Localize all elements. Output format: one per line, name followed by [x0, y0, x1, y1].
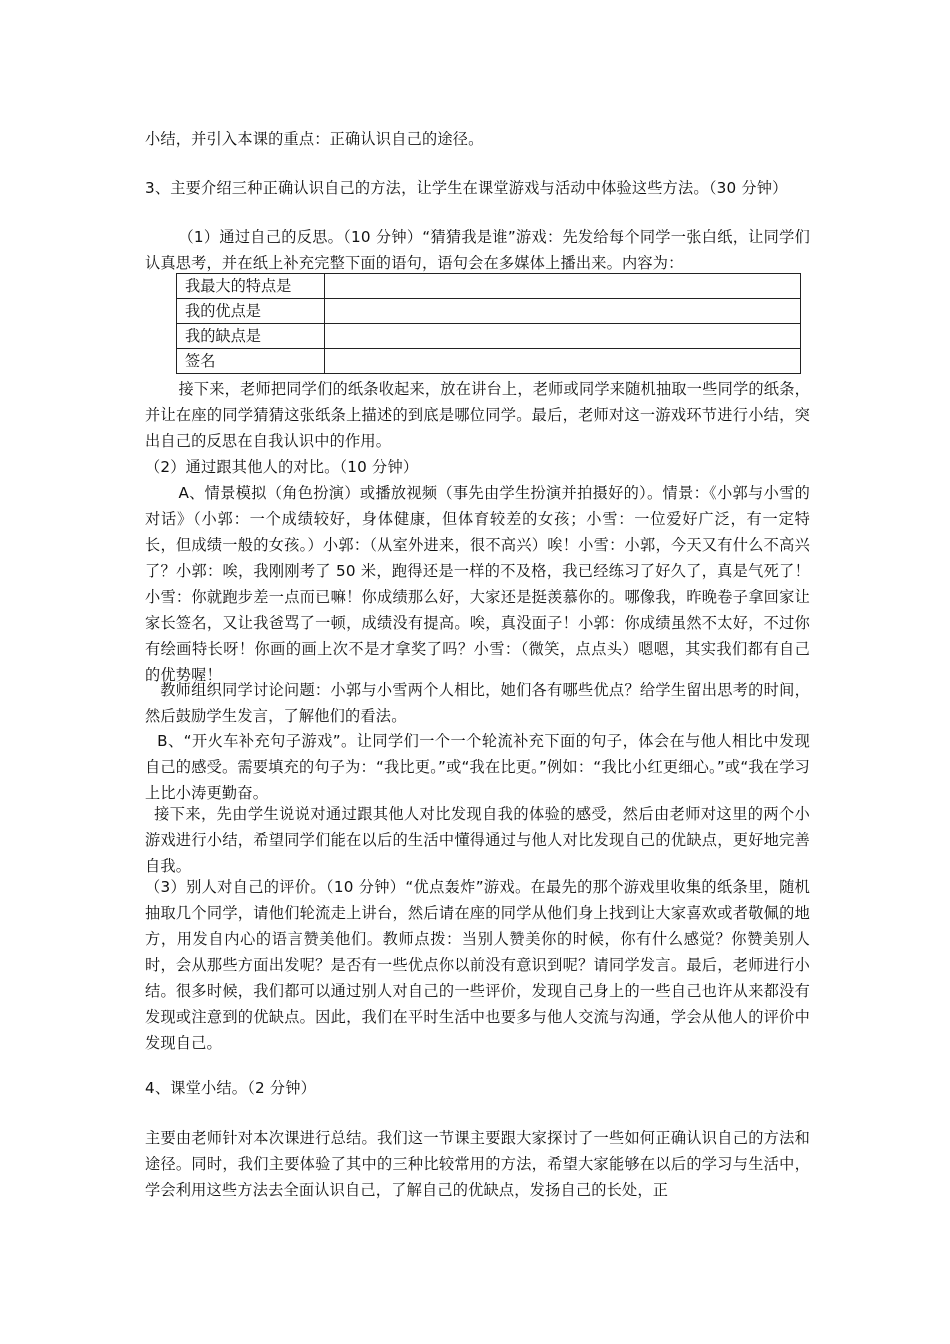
table-cell-blank	[325, 299, 801, 324]
table-cell-blank	[325, 349, 801, 374]
paragraph-reflection: （1）通过自己的反思。（10 分钟）“猜猜我是谁”游戏：先发给每个同学一张白纸，让同学们认真思考，并在纸上补充完整下面的语句，语句会在多媒体上播出来。内容为：	[145, 228, 810, 272]
table-cell-label: 我最大的特点是	[177, 274, 325, 299]
paragraph-train-game: B、“开火车补充句子游戏”。让同学们一个一个轮流补充下面的句子，体会在与他人相比中发现自己的感受。需要填充的句子为：“我比更。”或“我在比更。”例如：“我比小红更细心。”或“我在学习上比小涛更勤奋。	[145, 732, 810, 802]
paragraph-role-play: A、情景模拟（角色扮演）或播放视频（事先由学生扮演并拍摄好的）。情景：《小郭与小雪的对话》（小郭：一个成绩较好，身体健康，但体育较差的女孩；小雪：一位爱好广泛，有一定特长，但成绩一般的女孩。）小郭：（从室外进来，很不高兴）唉！小雪：小郭，今天又有什么不高兴了？小郭：唉，我刚刚考了 50 米，跑得还是一样的不及格，我已经练习了好久了，真是气死了！小雪：你就跑步差一点而已嘛！你成绩那么好，大家还是挺羡慕你的。哪像我，昨晚卷子拿回家让家长签名，又让我爸骂了一顿，成绩没有提高。唉，真没面子！小郭：你成绩虽然不太好，不过你有绘画特长呀！你画的画上次不是才拿奖了吗？小雪：（微笑，点点头）嗯嗯，其实我们都有自己的优势喔！	[145, 484, 810, 684]
table-cell-label: 我的优点是	[177, 299, 325, 324]
paragraph-comparison-summary: 接下来，先由学生说说对通过跟其他人对比发现自我的体验的感受，然后由老师对这里的两个小游戏进行小结，希望同学们能在以后的生活中懂得通过与他人对比发现自己的优缺点，更好地完善自我。	[145, 805, 810, 875]
paragraph-collect-notes: 接下来，老师把同学们的纸条收起来，放在讲台上，老师或同学来随机抽取一些同学的纸条，并让在座的同学猜猜这张纸条上描述的到底是哪位同学。最后，老师对这一游戏环节进行小结，突出自己的反思在自我认识中的作用。	[145, 380, 810, 450]
table-row	[177, 349, 801, 374]
fill-in-table	[176, 273, 801, 374]
table-cell-blank	[325, 274, 801, 299]
table-row	[177, 324, 801, 349]
table-row	[177, 299, 801, 324]
table-cell-blank	[325, 324, 801, 349]
paragraph-discussion: 教师组织同学讨论问题：小郭与小雪两个人相比，她们各有哪些优点？给学生留出思考的时间，然后鼓励学生发言，了解他们的看法。	[145, 681, 810, 725]
table-cell-label: 签名	[177, 349, 325, 374]
paragraph-summary-intro: 小结，并引入本课的重点：正确认识自己的途径。	[145, 130, 484, 148]
paragraph-section-4: 4、课堂小结。（2 分钟）	[145, 1079, 317, 1097]
paragraph-comparison-heading: （2）通过跟其他人的对比。（10 分钟）	[145, 458, 419, 476]
paragraph-class-summary: 主要由老师针对本次课进行总结。我们这一节课主要跟大家探讨了一些如何正确认识自己的方法和途径。同时，我们主要体验了其中的三种比较常用的方法，希望大家能够在以后的学习与生活中，学会利用这些方法去全面认识自己，了解自己的优缺点，发扬自己的长处，正	[145, 1129, 810, 1199]
paragraph-section-3: 3、主要介绍三种正确认识自己的方法，让学生在课堂游戏与活动中体验这些方法。（30 分钟）	[145, 179, 788, 197]
paragraph-others-evaluation: （3）别人对自己的评价。（10 分钟）“优点轰炸”游戏。在最先的那个游戏里收集的纸条里，随机抽取几个同学，请他们轮流走上讲台，然后请在座的同学从他们身上找到让大家喜欢或者敬佩的地方，用发自内心的语言赞美他们。教师点拨：当别人赞美你的时候，你有什么感觉？你赞美别人时，会从那些方面出发呢？是否有一些优点你以前没有意识到呢？请同学发言。最后，老师进行小结。很多时候，我们都可以通过别人对自己的一些评价，发现自己身上的一些自己也许从来都没有发现或注意到的优缺点。因此，我们在平时生活中也要多与他人交流与沟通，学会从他人的评价中发现自己。	[145, 878, 810, 1052]
table-row	[177, 274, 801, 299]
table-cell-label: 我的缺点是	[177, 324, 325, 349]
